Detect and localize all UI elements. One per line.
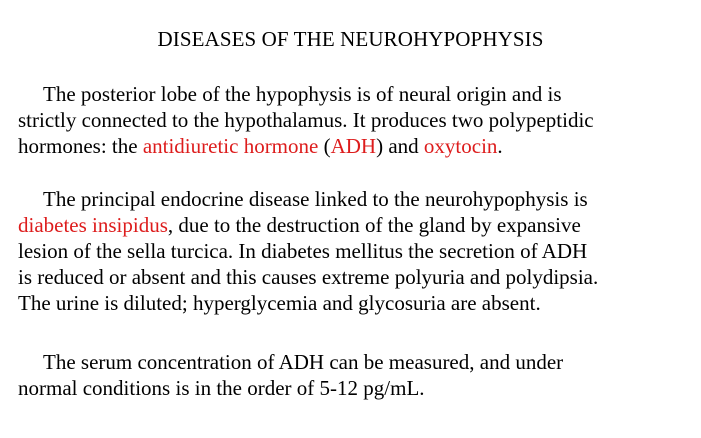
term-oxytocin: oxytocin <box>423 134 498 158</box>
paragraph-line: The serum concentration of ADH can be measured, and under <box>43 350 564 374</box>
text-run: ( <box>318 134 331 158</box>
paragraph-line: normal conditions is in the order of 5-12 pg/mL. <box>18 376 425 400</box>
text-run: , due to the destruction of the gland by expansive <box>167 213 581 237</box>
text-run: ) and <box>376 134 424 158</box>
paragraph-serum-concentration <box>18 349 690 401</box>
paragraph-line: The urine is diluted; hyperglycemia and glycosuria are absent. <box>18 291 541 315</box>
paragraph-line <box>18 212 690 238</box>
page-title: DISEASES OF THE NEUROHYPOPHYSIS <box>157 27 544 51</box>
paragraph-posterior-lobe <box>18 81 690 159</box>
term-adh: ADH <box>330 134 377 158</box>
term-antidiuretic-hormone: antidiuretic hormone <box>142 134 319 158</box>
text-run: . <box>497 134 503 158</box>
paragraph-line: The principal endocrine disease linked to the neurohypophysis is <box>43 187 588 211</box>
text-run: hormones: the <box>18 134 143 158</box>
paragraph-line <box>18 133 690 159</box>
paragraph-endocrine-disease <box>18 186 690 316</box>
paragraph-line: strictly connected to the hypothalamus. It produces two polypeptidic <box>18 108 594 132</box>
paragraph-line: The posterior lobe of the hypophysis is of neural origin and is <box>43 82 562 106</box>
term-diabetes-insipidus: diabetes insipidus <box>18 213 168 237</box>
paragraph-line: lesion of the sella turcica. In diabetes mellitus the secretion of ADH <box>18 239 588 263</box>
paragraph-line: is reduced or absent and this causes extreme polyuria and polydipsia. <box>18 265 599 289</box>
